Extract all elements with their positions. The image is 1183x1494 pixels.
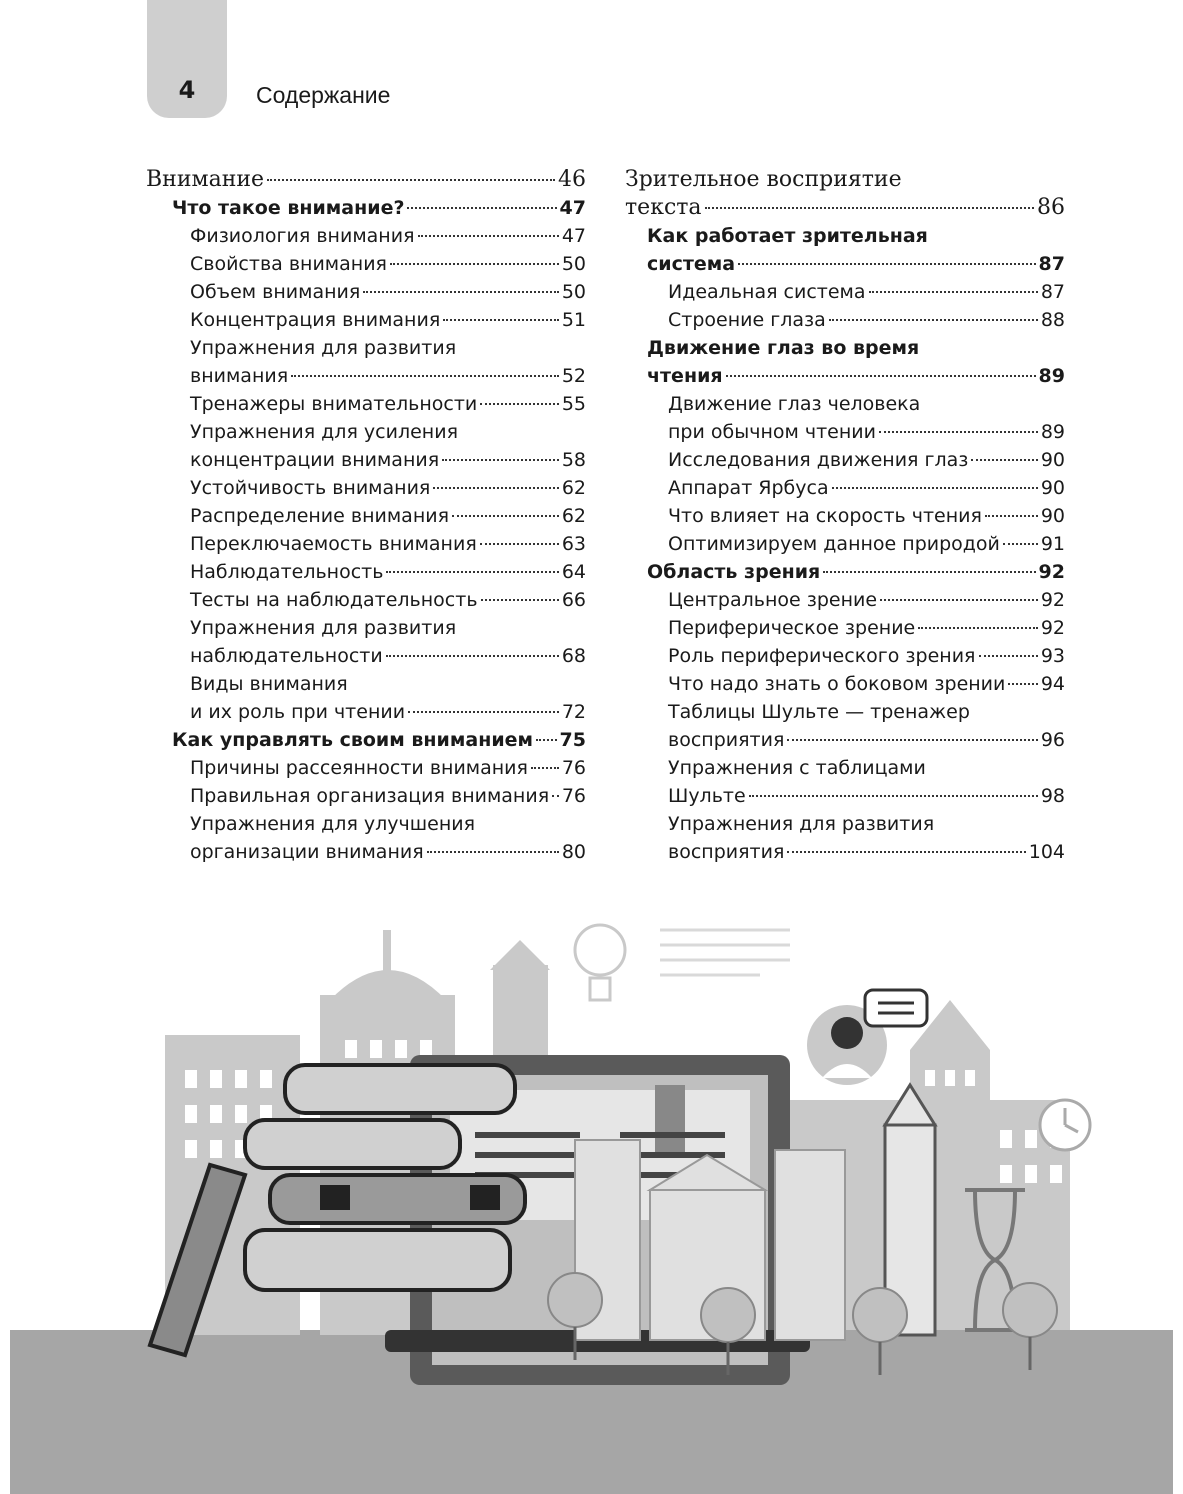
toc-leader-dots bbox=[823, 571, 1035, 573]
toc-entry-title: Упражнения для развития bbox=[668, 813, 935, 835]
toc-leader-dots bbox=[749, 795, 1038, 797]
toc-entry[interactable] bbox=[146, 642, 586, 670]
toc-entry-title: Как управлять своим вниманием bbox=[172, 729, 534, 751]
toc-leader-dots bbox=[427, 851, 559, 853]
toc-entry-line bbox=[146, 334, 586, 362]
toc-entry[interactable] bbox=[625, 194, 1065, 222]
toc-page-number: 88 bbox=[1040, 309, 1065, 331]
toc-entry[interactable] bbox=[146, 558, 586, 586]
toc-entry-title: Наблюдательность bbox=[190, 561, 384, 583]
toc-page-number: 47 bbox=[559, 197, 586, 219]
toc-entry-title: Шульте bbox=[668, 785, 746, 807]
toc-leader-dots bbox=[390, 263, 559, 265]
toc-entry-title: Упражнения для развития bbox=[190, 337, 457, 359]
toc-leader-dots bbox=[442, 459, 559, 461]
toc-entry-title: Упражнения с таблицами bbox=[668, 757, 926, 779]
toc-page-number: 89 bbox=[1040, 421, 1065, 443]
toc-page-number: 64 bbox=[561, 561, 586, 583]
toc-entry-title: внимания bbox=[190, 365, 289, 387]
toc-page-number: 50 bbox=[561, 253, 586, 275]
toc-entry[interactable] bbox=[146, 166, 586, 194]
toc-page-number: 72 bbox=[561, 701, 586, 723]
toc-entry-title: Свойства внимания bbox=[190, 253, 387, 275]
toc-leader-dots bbox=[985, 515, 1038, 517]
toc-entry-title: Движение глаз во время bbox=[647, 337, 920, 359]
toc-entry[interactable] bbox=[625, 474, 1065, 502]
toc-right-column bbox=[625, 166, 1065, 866]
toc-entry[interactable] bbox=[625, 586, 1065, 614]
toc-entry-title: Периферическое зрение bbox=[668, 617, 916, 639]
toc-entry-title: Идеальная система bbox=[668, 281, 866, 303]
toc-page-number: 47 bbox=[561, 225, 586, 247]
toc-leader-dots bbox=[1003, 543, 1038, 545]
toc-leader-dots bbox=[726, 375, 1036, 377]
toc-entry-title: Устойчивость внимания bbox=[190, 477, 431, 499]
toc-leader-dots bbox=[1008, 683, 1037, 685]
toc-entry-title: Строение глаза bbox=[668, 309, 826, 331]
toc-entry-line bbox=[146, 670, 586, 698]
toc-leader-dots bbox=[363, 291, 559, 293]
toc-leader-dots bbox=[879, 431, 1038, 433]
toc-entry[interactable] bbox=[625, 670, 1065, 698]
toc-entry-title: Роль периферического зрения bbox=[668, 645, 976, 667]
toc-entry-title: чтения bbox=[647, 365, 723, 387]
toc-entry-line bbox=[146, 614, 586, 642]
toc-entry[interactable] bbox=[146, 474, 586, 502]
toc-entry[interactable] bbox=[625, 558, 1065, 586]
toc-entry[interactable] bbox=[146, 530, 586, 558]
toc-page-number: 62 bbox=[561, 477, 586, 499]
toc-entry-title: Правильная организация внимания bbox=[190, 785, 550, 807]
toc-entry[interactable] bbox=[146, 278, 586, 306]
toc-leader-dots bbox=[536, 739, 557, 741]
toc-entry[interactable] bbox=[625, 642, 1065, 670]
toc-entry[interactable] bbox=[146, 222, 586, 250]
toc-entry-title: Переключаемость внимания bbox=[190, 533, 477, 555]
toc-leader-dots bbox=[787, 851, 1025, 853]
toc-page-number: 66 bbox=[561, 589, 586, 611]
toc-entry-title: Что такое внимание? bbox=[172, 197, 405, 219]
toc-leader-dots bbox=[480, 543, 559, 545]
toc-entry-line bbox=[625, 698, 1065, 726]
toc-entry[interactable] bbox=[146, 838, 586, 866]
toc-entry-title: Область зрения bbox=[647, 561, 821, 583]
toc-entry-line bbox=[625, 810, 1065, 838]
speech-bubble-icon bbox=[865, 990, 927, 1026]
toc-entry[interactable] bbox=[625, 278, 1065, 306]
toc-leader-dots bbox=[481, 599, 559, 601]
toc-entry-title: организации внимания bbox=[190, 841, 424, 863]
toc-entry-title: Как работает зрительная bbox=[647, 225, 928, 247]
toc-entry-title: восприятия bbox=[668, 729, 785, 751]
toc-entry-line bbox=[625, 754, 1065, 782]
toc-entry[interactable] bbox=[146, 586, 586, 614]
toc-leader-dots bbox=[443, 319, 559, 321]
toc-entry-title: Аппарат Ярбуса bbox=[668, 477, 829, 499]
toc-page-number: 89 bbox=[1038, 365, 1065, 387]
toc-leader-dots bbox=[408, 711, 559, 713]
toc-entry-title: наблюдательности bbox=[190, 645, 383, 667]
toc-entry-title: Зрительное восприятие bbox=[625, 167, 902, 192]
toc-leader-dots bbox=[971, 459, 1037, 461]
toc-leader-dots bbox=[386, 571, 558, 573]
toc-page-number: 87 bbox=[1040, 281, 1065, 303]
toc-entry[interactable] bbox=[625, 530, 1065, 558]
toc-page-number: 80 bbox=[561, 841, 586, 863]
toc-leader-dots bbox=[418, 235, 559, 237]
toc-page-number: 68 bbox=[561, 645, 586, 667]
toc-entry[interactable] bbox=[146, 446, 586, 474]
toc-entry[interactable] bbox=[625, 418, 1065, 446]
toc-page-number: 92 bbox=[1040, 589, 1065, 611]
toc-entry-title: Центральное зрение bbox=[668, 589, 878, 611]
toc-leader-dots bbox=[552, 795, 559, 797]
toc-page-number: 98 bbox=[1040, 785, 1065, 807]
toc-entry[interactable] bbox=[146, 502, 586, 530]
toc-page-number: 51 bbox=[561, 309, 586, 331]
toc-page-number: 93 bbox=[1040, 645, 1065, 667]
toc-page-number: 76 bbox=[561, 757, 586, 779]
toc-page-number: 87 bbox=[1038, 253, 1065, 275]
toc-leader-dots bbox=[480, 403, 559, 405]
toc-entry-title: Виды внимания bbox=[190, 673, 348, 695]
toc-entry[interactable] bbox=[625, 838, 1065, 866]
toc-page-number: 76 bbox=[561, 785, 586, 807]
toc-leader-dots bbox=[386, 655, 559, 657]
toc-leader-dots bbox=[869, 291, 1038, 293]
toc-entry-title: Что влияет на скорость чтения bbox=[668, 505, 982, 527]
toc-leader-dots bbox=[407, 207, 556, 209]
toc-leader-dots bbox=[880, 599, 1038, 601]
toc-entry-title: восприятия bbox=[668, 841, 785, 863]
toc-leader-dots bbox=[832, 487, 1038, 489]
toc-entry[interactable] bbox=[625, 782, 1065, 810]
toc-page-number: 58 bbox=[561, 449, 586, 471]
toc-entry-title: текста bbox=[625, 195, 702, 220]
toc-entry-line bbox=[146, 418, 586, 446]
toc-leader-dots bbox=[267, 179, 555, 181]
toc-entry[interactable] bbox=[146, 698, 586, 726]
toc-entry[interactable] bbox=[625, 726, 1065, 754]
page-title: Содержание bbox=[256, 82, 391, 108]
toc-entry-title: Внимание bbox=[146, 167, 265, 192]
toc-entry-line bbox=[625, 334, 1065, 362]
toc-entry-title: Упражнения для улучшения bbox=[190, 813, 476, 835]
toc-leader-dots bbox=[738, 263, 1035, 265]
toc-entry-line bbox=[625, 222, 1065, 250]
toc-page-number: 92 bbox=[1040, 617, 1065, 639]
toc-entry-title: Распределение внимания bbox=[190, 505, 450, 527]
toc-entry-title: Причины рассеянности внимания bbox=[190, 757, 528, 779]
toc-leader-dots bbox=[531, 767, 559, 769]
toc-leader-dots bbox=[829, 319, 1038, 321]
toc-entry[interactable] bbox=[146, 782, 586, 810]
toc-entry[interactable] bbox=[625, 306, 1065, 334]
toc-leader-dots bbox=[291, 375, 559, 377]
toc-entry-title: концентрации внимания bbox=[190, 449, 440, 471]
toc-entry-title: Физиология внимания bbox=[190, 225, 415, 247]
toc-entry[interactable] bbox=[146, 390, 586, 418]
toc-entry[interactable] bbox=[146, 362, 586, 390]
toc-page-number: 63 bbox=[561, 533, 586, 555]
toc-page-number: 92 bbox=[1038, 561, 1065, 583]
page-number: 4 bbox=[178, 76, 196, 104]
toc-entry[interactable] bbox=[146, 250, 586, 278]
toc-page-number: 52 bbox=[561, 365, 586, 387]
toc-page-number: 96 bbox=[1040, 729, 1065, 751]
toc-page-number: 94 bbox=[1040, 673, 1065, 695]
decorative-lines bbox=[660, 930, 790, 975]
toc-page-number: 50 bbox=[561, 281, 586, 303]
toc-entry[interactable] bbox=[146, 754, 586, 782]
toc-entry-title: Тренажеры внимательности bbox=[190, 393, 478, 415]
toc-page-number: 62 bbox=[561, 505, 586, 527]
toc-page-number: 90 bbox=[1040, 449, 1065, 471]
light-bulb-icon bbox=[575, 925, 625, 1000]
toc-entry[interactable] bbox=[625, 446, 1065, 474]
toc-leader-dots bbox=[918, 627, 1038, 629]
toc-entry-title: Концентрация внимания bbox=[190, 309, 441, 331]
toc-entry[interactable] bbox=[625, 614, 1065, 642]
toc-leader-dots bbox=[705, 207, 1034, 209]
toc-left-column bbox=[146, 166, 586, 866]
toc-page-number: 104 bbox=[1028, 841, 1065, 863]
toc-entry-title: Что надо знать о боковом зрении bbox=[668, 673, 1006, 695]
toc-entry[interactable] bbox=[146, 194, 586, 222]
toc-entry-title: Упражнения для развития bbox=[190, 617, 457, 639]
toc-leader-dots bbox=[787, 739, 1037, 741]
toc-page-number: 90 bbox=[1040, 505, 1065, 527]
toc-entry-line bbox=[146, 810, 586, 838]
toc-page-number: 55 bbox=[561, 393, 586, 415]
toc-entry-title: система bbox=[647, 253, 736, 275]
toc-entry[interactable] bbox=[146, 726, 586, 754]
toc-entry-title: при обычном чтении bbox=[668, 421, 876, 443]
toc-leader-dots bbox=[452, 515, 559, 517]
toc-page-number: 46 bbox=[558, 167, 586, 192]
toc-entry[interactable] bbox=[625, 502, 1065, 530]
toc-page-number: 91 bbox=[1040, 533, 1065, 555]
toc-leader-dots bbox=[433, 487, 558, 489]
toc-entry-line bbox=[625, 166, 1065, 194]
city-books-illustration bbox=[0, 900, 1183, 1494]
toc-entry-title: Движение глаз человека bbox=[668, 393, 921, 415]
toc-entry-title: Тесты на наблюдательность bbox=[190, 589, 478, 611]
toc-entry-title: Упражнения для усиления bbox=[190, 421, 458, 443]
toc-page-number: 75 bbox=[559, 729, 586, 751]
toc-entry[interactable] bbox=[146, 306, 586, 334]
toc-page-number: 90 bbox=[1040, 477, 1065, 499]
toc-leader-dots bbox=[979, 655, 1038, 657]
toc-entry-title: и их роль при чтении bbox=[190, 701, 406, 723]
toc-entry-line bbox=[625, 390, 1065, 418]
toc-entry-title: Оптимизируем данное природой bbox=[668, 533, 1000, 555]
toc-entry[interactable] bbox=[625, 362, 1065, 390]
toc-entry[interactable] bbox=[625, 250, 1065, 278]
toc-entry-title: Таблицы Шульте — тренажер bbox=[668, 701, 970, 723]
toc-entry-title: Исследования движения глаз bbox=[668, 449, 969, 471]
toc-page-number: 86 bbox=[1037, 195, 1065, 220]
toc-entry-title: Объем внимания bbox=[190, 281, 361, 303]
